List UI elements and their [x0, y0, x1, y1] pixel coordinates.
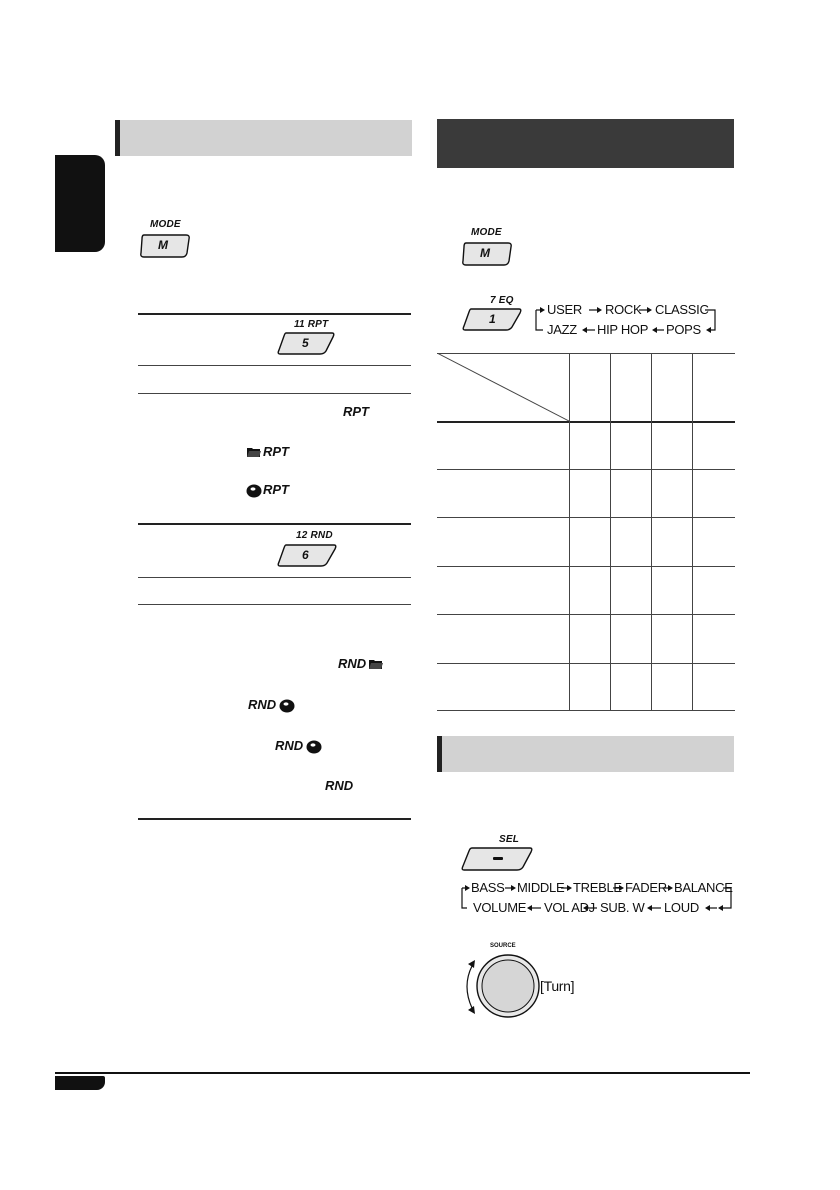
eq-mode-pops: POPS — [666, 322, 701, 337]
divider — [138, 604, 411, 605]
table-rule — [437, 566, 735, 567]
mode-button[interactable] — [138, 231, 192, 259]
divider — [138, 393, 411, 394]
divider — [138, 523, 411, 525]
page-number-tab — [55, 1076, 105, 1090]
eq-button[interactable] — [461, 307, 523, 331]
sound-cycle-diagram — [459, 880, 737, 920]
table-column-line — [569, 353, 570, 711]
eq-mode-jazz: JAZZ — [547, 322, 577, 337]
disc-icon — [306, 740, 322, 754]
mode-button-key: M — [158, 238, 169, 252]
eq-mode-user: USER — [547, 302, 582, 317]
eq-mode-rock: ROCK — [605, 302, 642, 317]
table-rule — [437, 517, 735, 518]
mode-button-label: MODE — [150, 219, 181, 230]
sound-item-sub-w: SUB. W — [600, 900, 645, 915]
rnd-disc-indicator: RND — [275, 738, 304, 753]
divider — [138, 313, 411, 315]
divider — [138, 365, 411, 366]
eq-mode-classic: CLASSIC — [655, 302, 709, 317]
sound-item-middle: MIDDLE — [517, 880, 565, 895]
eq-table — [437, 353, 735, 713]
table-rule — [437, 614, 735, 615]
table-rule — [437, 421, 735, 423]
sel-button-label: SEL — [499, 834, 520, 845]
rnd-indicator: RND — [325, 778, 354, 793]
knob-label: SOURCE — [490, 943, 516, 949]
table-column-line — [651, 353, 652, 711]
folder-rpt-indicator: RPT — [263, 444, 289, 459]
disc-icon — [279, 699, 295, 713]
sound-item-fader: FADER — [625, 880, 667, 895]
disc-rpt-indicator: RPT — [263, 482, 289, 497]
eq-mode-hiphop: HIP HOP — [597, 322, 649, 337]
sound-item-balance: BALANCE — [674, 880, 733, 895]
repeat-button[interactable] — [276, 331, 336, 355]
sound-item-volume: VOLUME — [473, 900, 527, 915]
folder-icon — [246, 446, 262, 458]
folder-icon — [368, 658, 384, 670]
mode-button-label: MODE — [471, 227, 502, 238]
rnd-disc-indicator: RND — [248, 697, 277, 712]
divider — [138, 577, 411, 578]
sound-item-treble: TREBLE — [573, 880, 622, 895]
section-header-sound — [437, 736, 734, 772]
section-header-dark — [437, 119, 734, 168]
random-button[interactable] — [276, 543, 338, 567]
footer-rule — [55, 1072, 750, 1074]
sel-button[interactable] — [460, 846, 534, 872]
section-header-left — [115, 120, 412, 156]
table-column-line — [610, 353, 611, 711]
divider — [138, 818, 411, 820]
eq-button-key: 1 — [489, 312, 496, 326]
eq-button-label: 7 EQ — [490, 295, 514, 306]
eq-cycle-diagram — [533, 300, 723, 342]
rnd-folder-indicator: RND — [338, 656, 367, 671]
table-rule — [437, 469, 735, 470]
mode-button-key: M — [480, 246, 491, 260]
table-rule — [437, 663, 735, 664]
repeat-button-key: 5 — [302, 336, 309, 350]
table-rule — [437, 710, 735, 711]
sound-item-bass: BASS — [471, 880, 505, 895]
random-button-key: 6 — [302, 548, 309, 562]
random-button-label: 12 RND — [296, 530, 333, 541]
repeat-button-label: 11 RPT — [294, 319, 329, 330]
sound-item-vol-adj: VOL ADJ — [544, 900, 595, 915]
table-diagonal — [437, 353, 569, 421]
knob-turn-label: [Turn] — [540, 978, 575, 994]
disc-icon — [246, 484, 262, 498]
language-tab — [55, 155, 105, 252]
table-column-line — [692, 353, 693, 711]
mode-button[interactable] — [460, 239, 514, 267]
sound-item-loud: LOUD — [664, 900, 699, 915]
rpt-indicator: RPT — [343, 404, 369, 419]
volume-knob[interactable] — [458, 948, 548, 1024]
